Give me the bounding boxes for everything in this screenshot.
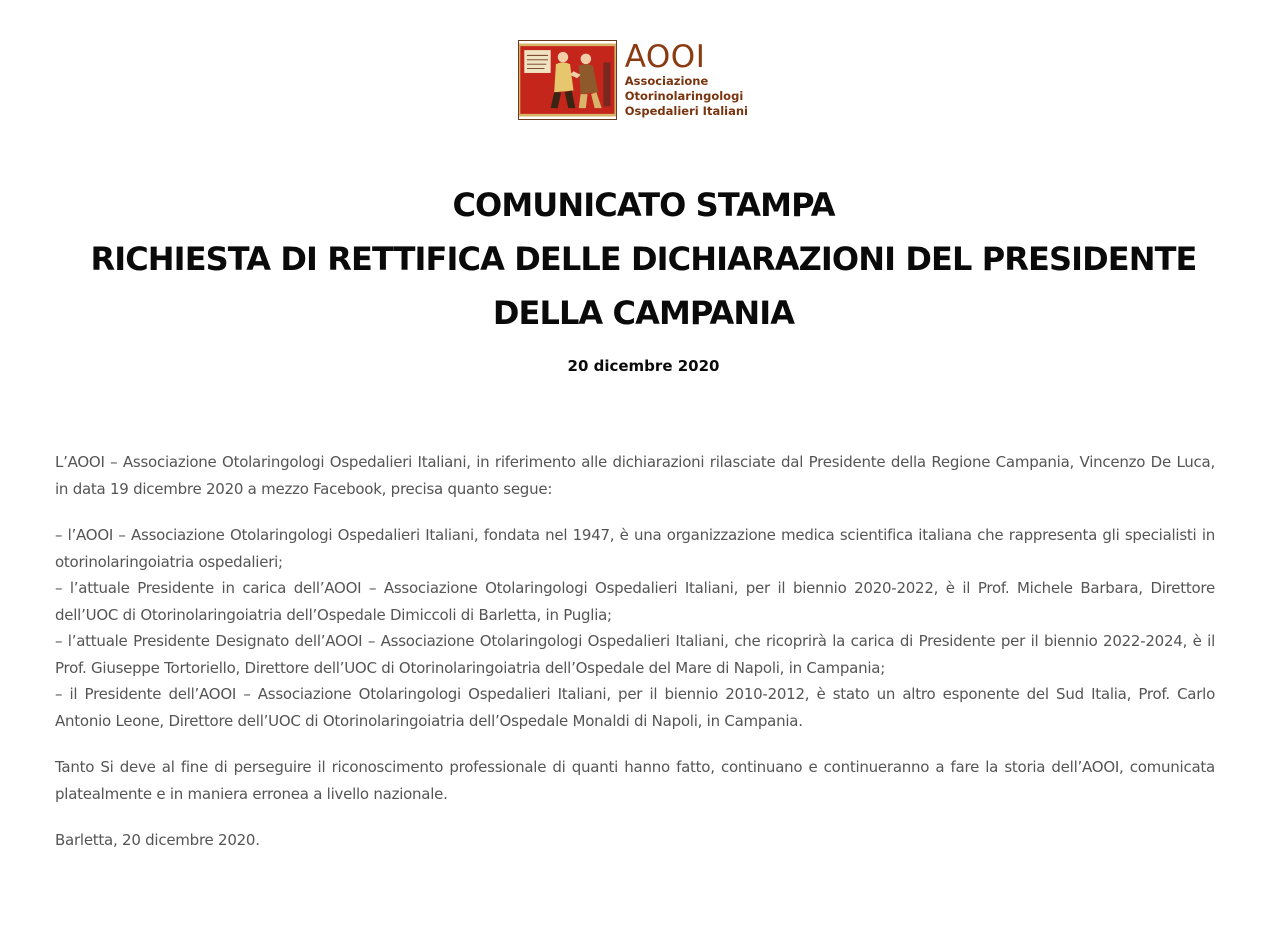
logo-line-otorinolaringologi: Otorinolaringologi <box>624 89 744 103</box>
logo-line-ospedalieri-italiani: Ospedalieri Italiani <box>624 104 748 118</box>
bullet-item: – l’attuale Presidente in carica dell’AOOI – Associazione Otolaringologi Ospedalieri Italiani, per il biennio 2020-2022, è il Prof. Michele Barbara, Direttore dell’UOC di Otorinolaringoiatria dell’Ospedale Dimiccoli di Barletta, in Puglia; <box>55 579 1215 624</box>
intro-paragraph: L’AOOI – Associazione Otolaringologi Ospedalieri Italiani, in riferimento alle dichiarazioni rilasciate dal Presidente della Regione Campania, Vincenzo De Luca, in data 19 dicembre 2020 a mezzo Facebook, precisa quanto segue: <box>55 453 1215 498</box>
logo-text <box>625 40 748 119</box>
title-line-richiesta: RICHIESTA DI RETTIFICA DELLE DICHIARAZIONI DEL PRESIDENTE <box>90 240 1197 278</box>
title-line-comunicato: COMUNICATO STAMPA <box>452 186 835 224</box>
bullet-list <box>55 522 1215 734</box>
conclusion-paragraph: Tanto Si deve al fine di perseguire il riconoscimento professionale di quanti hanno fatto, continuano e continueranno a fare la storia dell’AOOI, comunicata platealmente e in maniera erronea a livello nazionale. <box>55 758 1215 803</box>
closing-signature: Barletta, 20 dicembre 2020. <box>55 831 260 849</box>
logo-line-associazione: Associazione <box>624 74 709 88</box>
logo-acronym: AOOI <box>624 39 706 75</box>
page-title <box>40 178 1247 340</box>
title-line-campania: DELLA CAMPANIA <box>492 294 795 332</box>
bullet-item: – l’AOOI – Associazione Otolaringologi Ospedalieri Italiani, fondata nel 1947, è una organizzazione medica scientifica italiana che rappresenta gli specialisti in otorinolaringoiatria ospedalieri; <box>55 526 1215 571</box>
header-logo <box>518 40 748 122</box>
bullet-item: – il Presidente dell’AOOI – Associazione Otolaringologi Ospedalieri Italiani, per il biennio 2010-2012, è stato un altro esponente del Sud Italia, Prof. Carlo Antonio Leone, Direttore dell’UOC di Otorinolaringoiatria dell’Ospedale Monaldi di Napoli, in Campania. <box>55 685 1215 730</box>
article-body <box>55 449 1215 854</box>
bullet-item: – l’attuale Presidente Designato dell’AOOI – Associazione Otolaringologi Ospedalieri Italiani, che ricoprirà la carica di Presidente per il biennio 2022-2024, è il Prof. Giuseppe Tortoriello, Direttore dell’UOC di Otorinolaringoiatria dell’Ospedale del Mare di Napoli, in Campania; <box>55 632 1215 677</box>
publication-date: 20 dicembre 2020 <box>567 357 720 375</box>
aooi-medieval-illustration-icon <box>518 40 617 120</box>
